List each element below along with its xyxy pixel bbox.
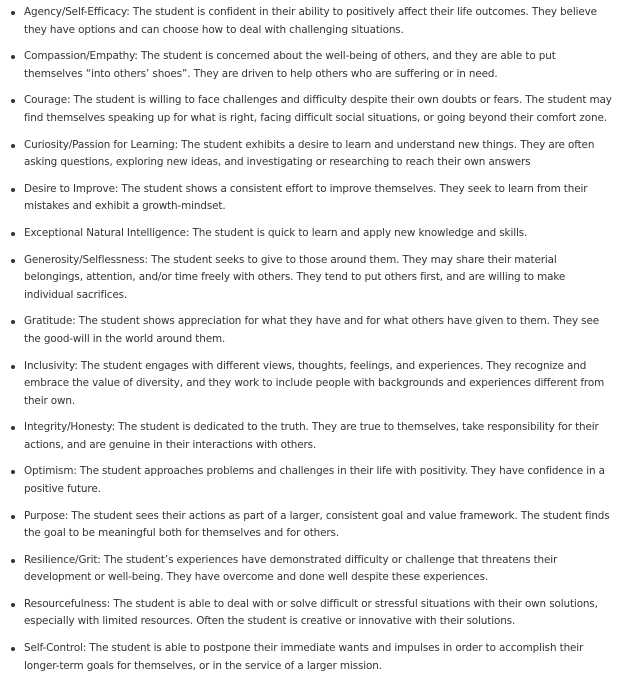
trait-integrity: Integrity/Honesty: The student is dedicated to the truth. They are true to themselves, take responsibility for their actions, and are genuine in their interactions with others.: [24, 419, 616, 454]
trait-self-control: Self-Control: The student is able to postpone their immediate wants and impulses in order to accomplish their longer-term goals for themselves, or in the service of a larger mission.: [24, 640, 616, 675]
trait-curiosity: Curiosity/Passion for Learning: The student exhibits a desire to learn and understand new things. They are often asking questions, exploring new ideas, and investigating or researching to reach their own answers: [24, 137, 616, 172]
trait-desire-to-improve: Desire to Improve: The student shows a consistent effort to improve themselves. They seek to learn from their mistakes and exhibit a growth-mindset.: [24, 181, 616, 216]
trait-natural-intelligence: Exceptional Natural Intelligence: The student is quick to learn and apply new knowledge and skills.: [24, 225, 616, 243]
trait-agency-self-efficacy: Agency/Self-Efficacy: The student is confident in their ability to positively affect their life outcomes. They believe they have options and can choose how to deal with challenging situations.: [24, 4, 616, 39]
trait-gratitude: Gratitude: The student shows appreciation for what they have and for what others have given to them. They see the good-will in the world around them.: [24, 313, 616, 348]
trait-resilience: Resilience/Grit: The student’s experiences have demonstrated difficulty or challenge that threatens their development or well-being. They have overcome and done well despite these experiences.: [24, 552, 616, 587]
trait-resourcefulness: Resourcefulness: The student is able to deal with or solve difficult or stressful situations with their own solutions, especially with limited resources. Often the student is creative or innovative with their solutions.: [24, 596, 616, 631]
trait-courage: Courage: The student is willing to face challenges and difficulty despite their own doubts or fears. The student may find themselves speaking up for what is right, facing difficult social situations, or going beyond their comfort zone.: [24, 92, 616, 127]
trait-generosity: Generosity/Selflessness: The student seeks to give to those around them. They may share their material belongings, attention, and/or time freely with others. They tend to put others first, and are willing to make individual sacrifices.: [24, 252, 616, 305]
trait-purpose: Purpose: The student sees their actions as part of a larger, consistent goal and value framework. The student finds the goal to be meaningful both for themselves and for others.: [24, 508, 616, 543]
trait-optimism: Optimism: The student approaches problems and challenges in their life with positivity. They have confidence in a positive future.: [24, 463, 616, 498]
trait-inclusivity: Inclusivity: The student engages with different views, thoughts, feelings, and experiences. They recognize and embrace the value of diversity, and they work to include people with backgrounds and experiences different from their own.: [24, 358, 616, 411]
trait-compassion-empathy: Compassion/Empathy: The student is concerned about the well-being of others, and they are able to put themselves “into others’ shoes”. They are driven to help others who are suffering or in need.: [24, 48, 616, 83]
